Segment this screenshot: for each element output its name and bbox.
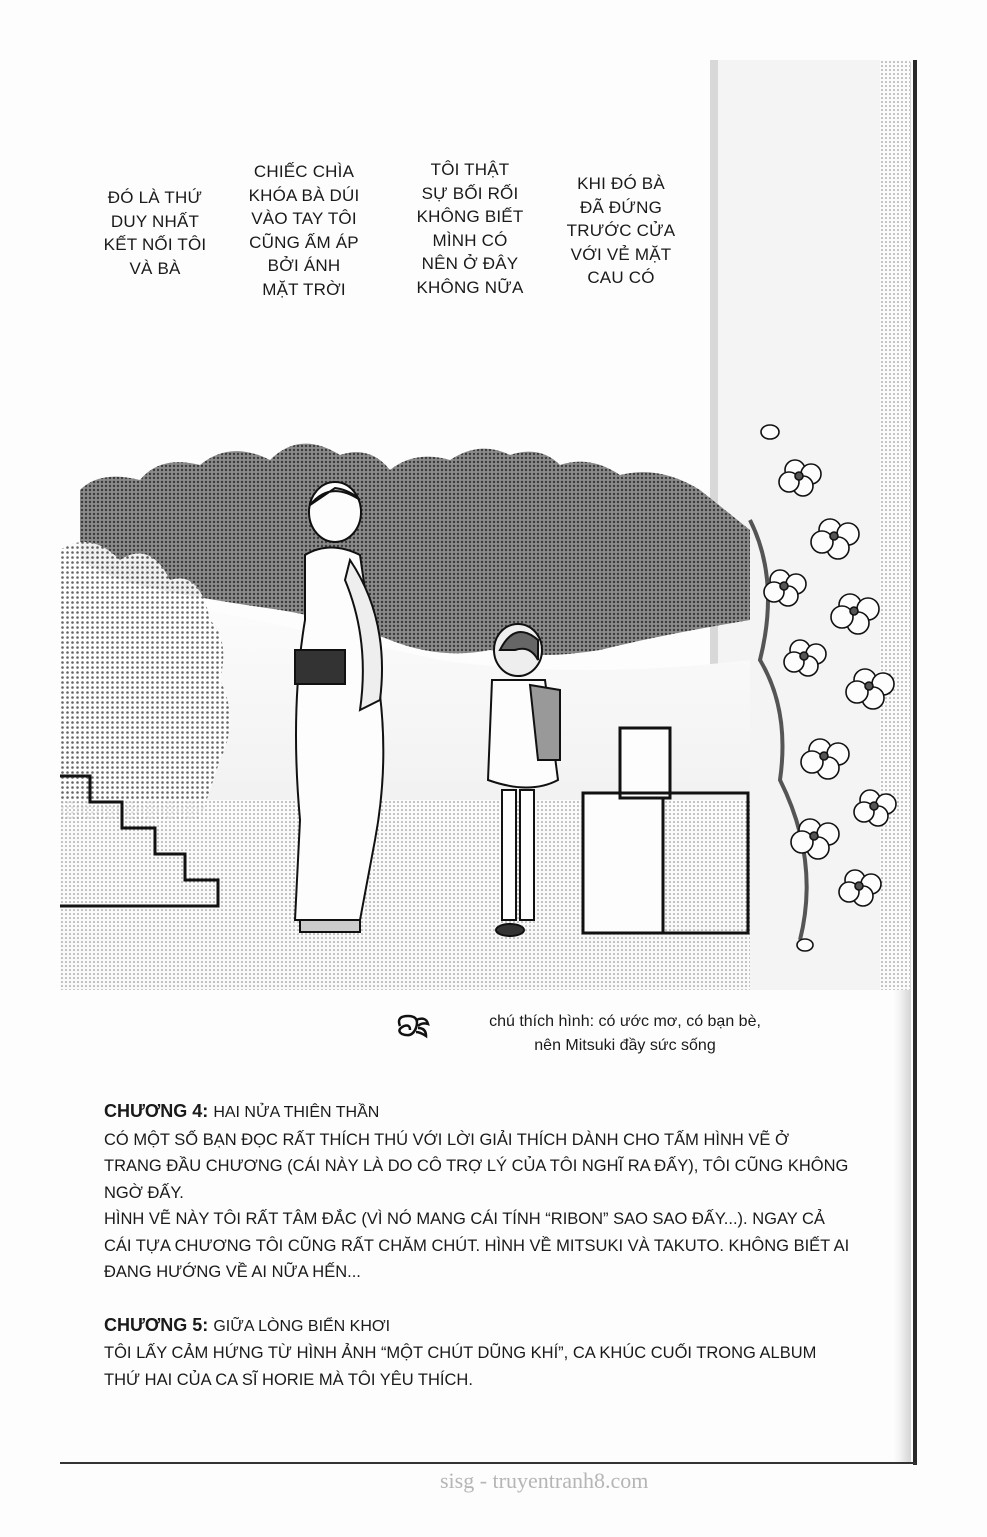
narration-line: TRƯỚC CỬA: [566, 221, 676, 240]
bottom-rule: [60, 1462, 916, 1464]
note-line: TÔI LẤY CẢM HỨNG TỪ HÌNH ẢNH “MỘT CHÚT DŨNG KHÍ”, CA KHÚC CUỐI TRONG ALBUM: [104, 1344, 817, 1362]
narration-line: NÊN Ở ĐÂY: [421, 254, 519, 273]
manga-illustration: [60, 60, 910, 990]
narration-line: SỰ BỐI RỐI: [421, 183, 519, 203]
narration-line: ĐÃ ĐỨNG: [579, 197, 663, 217]
narration-line: VÀ BÀ: [129, 258, 181, 278]
narration-line: KHI ĐÓ BÀ: [577, 174, 665, 193]
narration-line: DUY NHẤT: [110, 211, 200, 231]
chapter-4-title: HAI NỬA THIÊN THẦN: [213, 1104, 380, 1121]
narration-line: KẾT NỐI TÔI: [103, 235, 207, 254]
chapter-4-heading: [104, 1098, 916, 1127]
caption-line: chú thích hình: có ước mơ, có bạn bè,: [489, 1013, 761, 1030]
chapter-5-heading: [104, 1312, 916, 1341]
narration-line: ĐÓ LÀ THỨ: [107, 188, 203, 207]
narration-line: KHÔNG BIẾT: [416, 207, 524, 226]
chapter-5-title: GIỮA LÒNG BIỂN KHƠI: [213, 1317, 391, 1335]
narration-line: KHÔNG NỮA: [416, 277, 524, 297]
author-notes: [104, 1098, 916, 1393]
narration-line: VỚI VẺ MẶT: [570, 244, 672, 264]
note-line: NGỜ ĐẤY.: [104, 1183, 184, 1202]
narration-line: KHÓA BÀ DÚI: [248, 185, 360, 205]
caption-swirl-icon: [392, 1008, 432, 1044]
chapter-4-label: CHƯƠNG 4:: [104, 1101, 209, 1121]
narration-line: MẶT TRỜI: [262, 279, 346, 299]
narration-line: VÀO TAY TÔI: [251, 209, 357, 228]
note-line: ĐANG HƯỚNG VỀ AI NỮA HẾN...: [104, 1263, 361, 1281]
chapter-5-label: CHƯƠNG 5:: [104, 1314, 209, 1335]
narration-line: CHIẾC CHÌA: [253, 162, 355, 181]
narration-line: CAU CÓ: [587, 268, 655, 287]
note-line: HÌNH VẼ NÀY TÔI RẤT TÂM ĐẮC (VÌ NÓ MANG CÁI TÍNH “RIBON” SAO SAO ĐẤY...). NGAY CẢ: [104, 1210, 825, 1228]
narration-line: BỞI ÁNH: [267, 256, 341, 275]
watermark: sisg - truyentranh8.com: [440, 1468, 649, 1493]
note-line: TRANG ĐẦU CHƯƠNG (CÁI NÀY LÀ DO CÔ TRỢ LÝ CỦA TÔI NGHĨ RA ĐẤY), TÔI CŨNG KHÔNG: [104, 1157, 849, 1175]
note-line: THỨ HAI CỦA CA SĨ HORIE MÀ TÔI YÊU THÍCH.: [104, 1370, 473, 1389]
narration-line: MÌNH CÓ: [432, 230, 508, 250]
note-line: CÁI TỰA CHƯƠNG TÔI CŨNG RẤT CHĂM CHÚT. HÌNH VỀ MITSUKI VÀ TAKUTO. KHÔNG BIẾT AI: [104, 1236, 850, 1255]
illustration-caption: [470, 1010, 780, 1058]
narration-line: TÔI THẬT: [430, 160, 510, 179]
note-line: CÓ MỘT SỐ BẠN ĐỌC RẤT THÍCH THÚ VỚI LỜI GIẢI THÍCH DÀNH CHO TẤM HÌNH VẼ Ở: [104, 1130, 790, 1149]
narration-line: CŨNG ẤM ÁP: [249, 232, 359, 252]
caption-line: nên Mitsuki đầy sức sống: [534, 1037, 716, 1054]
